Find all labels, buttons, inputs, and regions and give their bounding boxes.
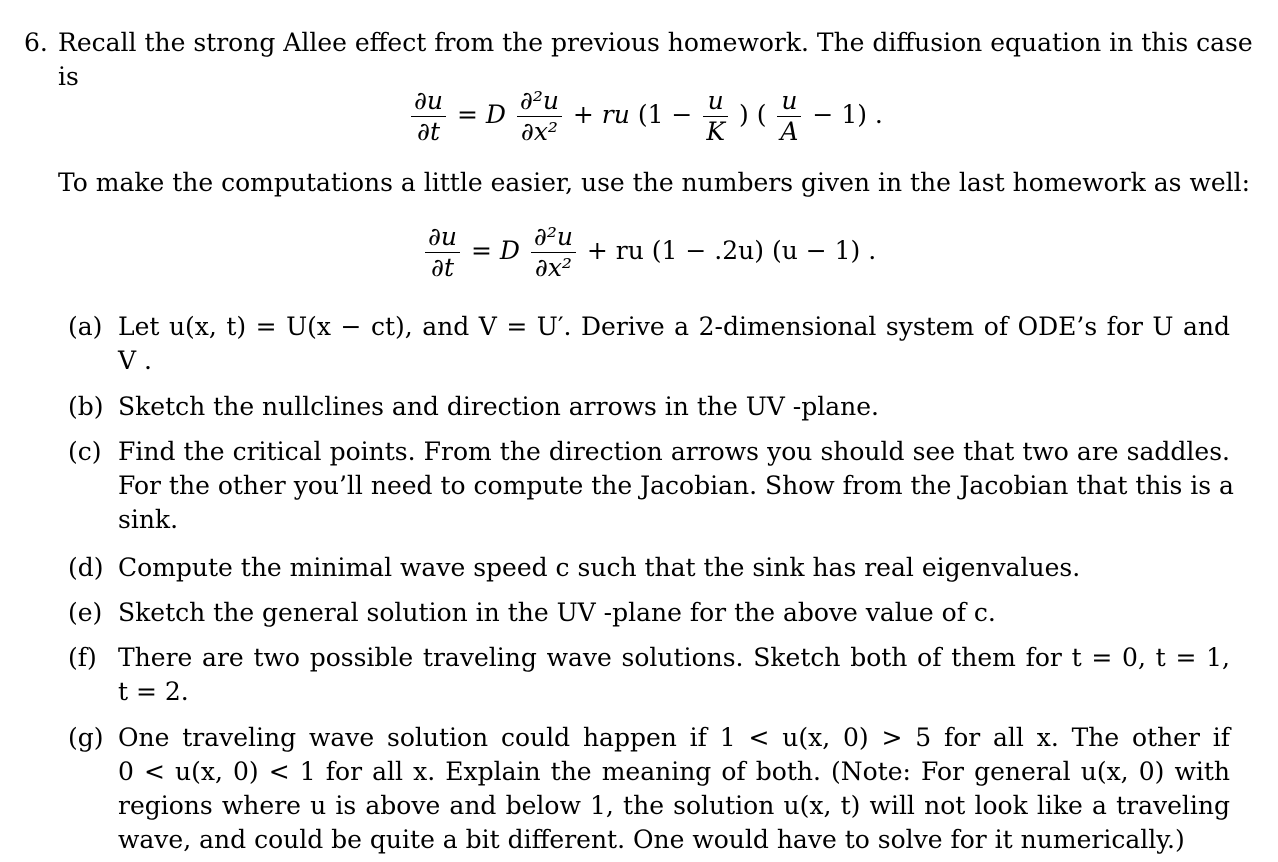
part-label: (c)	[68, 437, 102, 466]
eq2-second-derivative: $\frac{\text{∂²u}}{\text{∂x²}}$	[531, 222, 576, 283]
part-label: (e)	[68, 598, 103, 627]
part-label: (f)	[68, 643, 97, 672]
part-label: (d)	[68, 553, 104, 582]
problem-number: 6.	[24, 28, 48, 57]
part-label: (a)	[68, 312, 103, 341]
intro-line-2: is	[58, 62, 79, 91]
part-g-line-2: 0 < u(x, 0) < 1 for all x. Explain the meaning of both. (Note: For general u(x, 0) with	[118, 757, 1230, 786]
eq2-lhs-fraction: $\frac{\partial u}{\partial t}$	[425, 222, 460, 283]
part-a-line-1: Let u(x, t) = U(x − ct), and V = U′. Derive a 2-dimensional system of ODE’s for U and	[118, 312, 1230, 341]
part-g-line-3: regions where u is above and below 1, the solution u(x, t) will not look like a traveling	[118, 791, 1230, 820]
eq1-u-over-K: $\frac{u}{K}$	[703, 86, 728, 147]
part-c-line-2: For the other you’ll need to compute the Jacobian. Show from the Jacobian that this is a	[118, 471, 1234, 500]
part-a-line-2: V .	[118, 346, 152, 375]
intro-line-1: Recall the strong Allee effect from the previous homework. The diffusion equation in this case	[58, 28, 1253, 57]
part-e-line-1: Sketch the general solution in the UV -plane for the above value of c.	[118, 598, 996, 627]
part-c-line-3: sink.	[118, 505, 179, 534]
part-label: (b)	[68, 392, 104, 421]
equation-general: $\frac{\partial u}{\partial t}$ = D $\frac{\text{∂²u}}{\text{∂x²}}$ + ru (1 − $\frac{u}{K}$ ) ( $\frac{u}{A}$ − 1) .	[408, 86, 883, 147]
part-d-line-1: Compute the minimal wave speed c such that the sink has real eigenvalues.	[118, 553, 1081, 582]
middle-sentence: To make the computations a little easier, use the numbers given in the last homework as well:	[58, 168, 1251, 197]
part-label: (g)	[68, 723, 104, 752]
part-g-line-1: One traveling wave solution could happen if 1 < u(x, 0) > 5 for all x. The other if	[118, 723, 1230, 752]
part-f-line-2: t = 2.	[118, 677, 189, 706]
part-b-line-1: Sketch the nullclines and direction arrows in the UV -plane.	[118, 392, 879, 421]
part-c-line-1: Find the critical points. From the direction arrows you should see that two are saddles.	[118, 437, 1230, 466]
part-g-line-4: wave, and could be quite a bit different. One would have to solve for it numerically.)	[118, 825, 1185, 854]
eq1-lhs-fraction: $\frac{\partial u}{\partial t}$	[411, 86, 446, 147]
eq1-u-over-A: $\frac{u}{A}$	[777, 86, 801, 147]
eq1-second-derivative: $\frac{\text{∂²u}}{\text{∂x²}}$	[517, 86, 562, 147]
equation-specific: $\frac{\partial u}{\partial t}$ = D $\frac{\text{∂²u}}{\text{∂x²}}$ + ru (1 − .2u) (u − 1) .	[422, 222, 876, 283]
part-f-line-1: There are two possible traveling wave solutions. Sketch both of them for t = 0, t = 1,	[118, 643, 1230, 672]
